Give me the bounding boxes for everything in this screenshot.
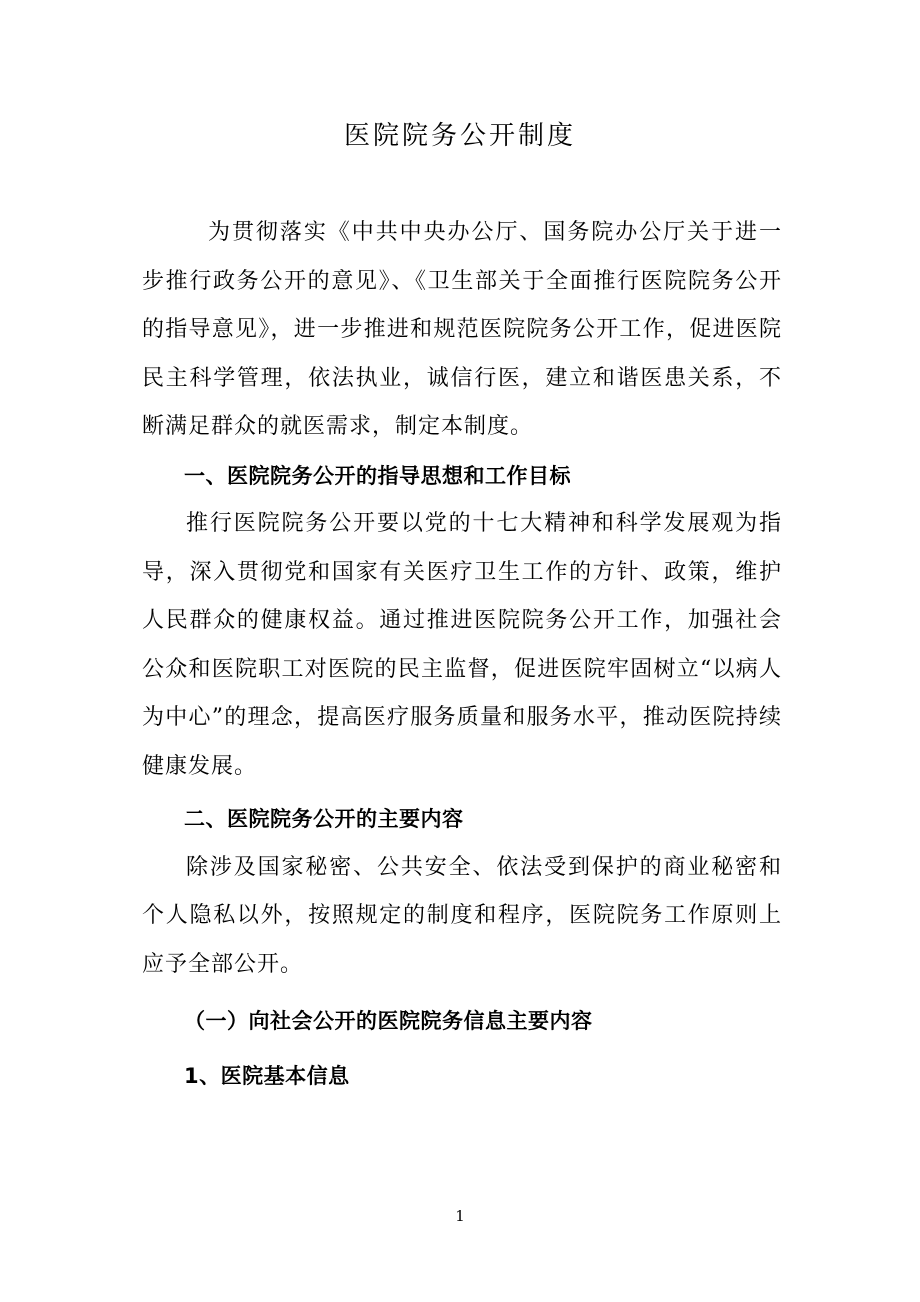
section-1-paragraph: 推行医院院务公开要以党的十七大精神和科学发展观为指导，深入贯彻党和国家有关医疗卫生工作的方针、政策，维护人民群众的健康权益。通过推进医院院务公开工作，加强社会公众和医院职工对医院的民主监督，促进医院牢固树立“以病人为中心”的理念，提高医疗服务质量和服务水平，推动医院持续健康发展。 (142, 511, 782, 779)
document-title: 医院院务公开制度 (343, 121, 576, 151)
subsection-1-heading: （一）向社会公开的医院院务信息主要内容 (184, 1009, 593, 1033)
section-2-paragraph: 除涉及国家秘密、公共安全、依法受到保护的商业秘密和个人隐私以外，按照规定的制度和程序，医院院务工作原则上应予全部公开。 (142, 854, 782, 977)
section-1-heading: 一、医院院务公开的指导思想和工作目标 (184, 463, 571, 488)
document-body (142, 209, 782, 1100)
page-number: 1 (455, 1207, 465, 1225)
section-2-heading: 二、医院院务公开的主要内容 (184, 807, 464, 831)
intro-paragraph: 为贯彻落实《中共中央办公厅、国务院办公厅关于进一步推行政务公开的意见》、《卫生部关于全面推行医院院务公开的指导意见》，进一步推进和规范医院院务公开工作，促进医院民主科学管理，依法执业，诚信行医，建立和谐医患关系，不断满足群众的就医需求，制定本制度。 (142, 220, 782, 439)
item-1-heading: 1、医院基本信息 (184, 1063, 350, 1088)
